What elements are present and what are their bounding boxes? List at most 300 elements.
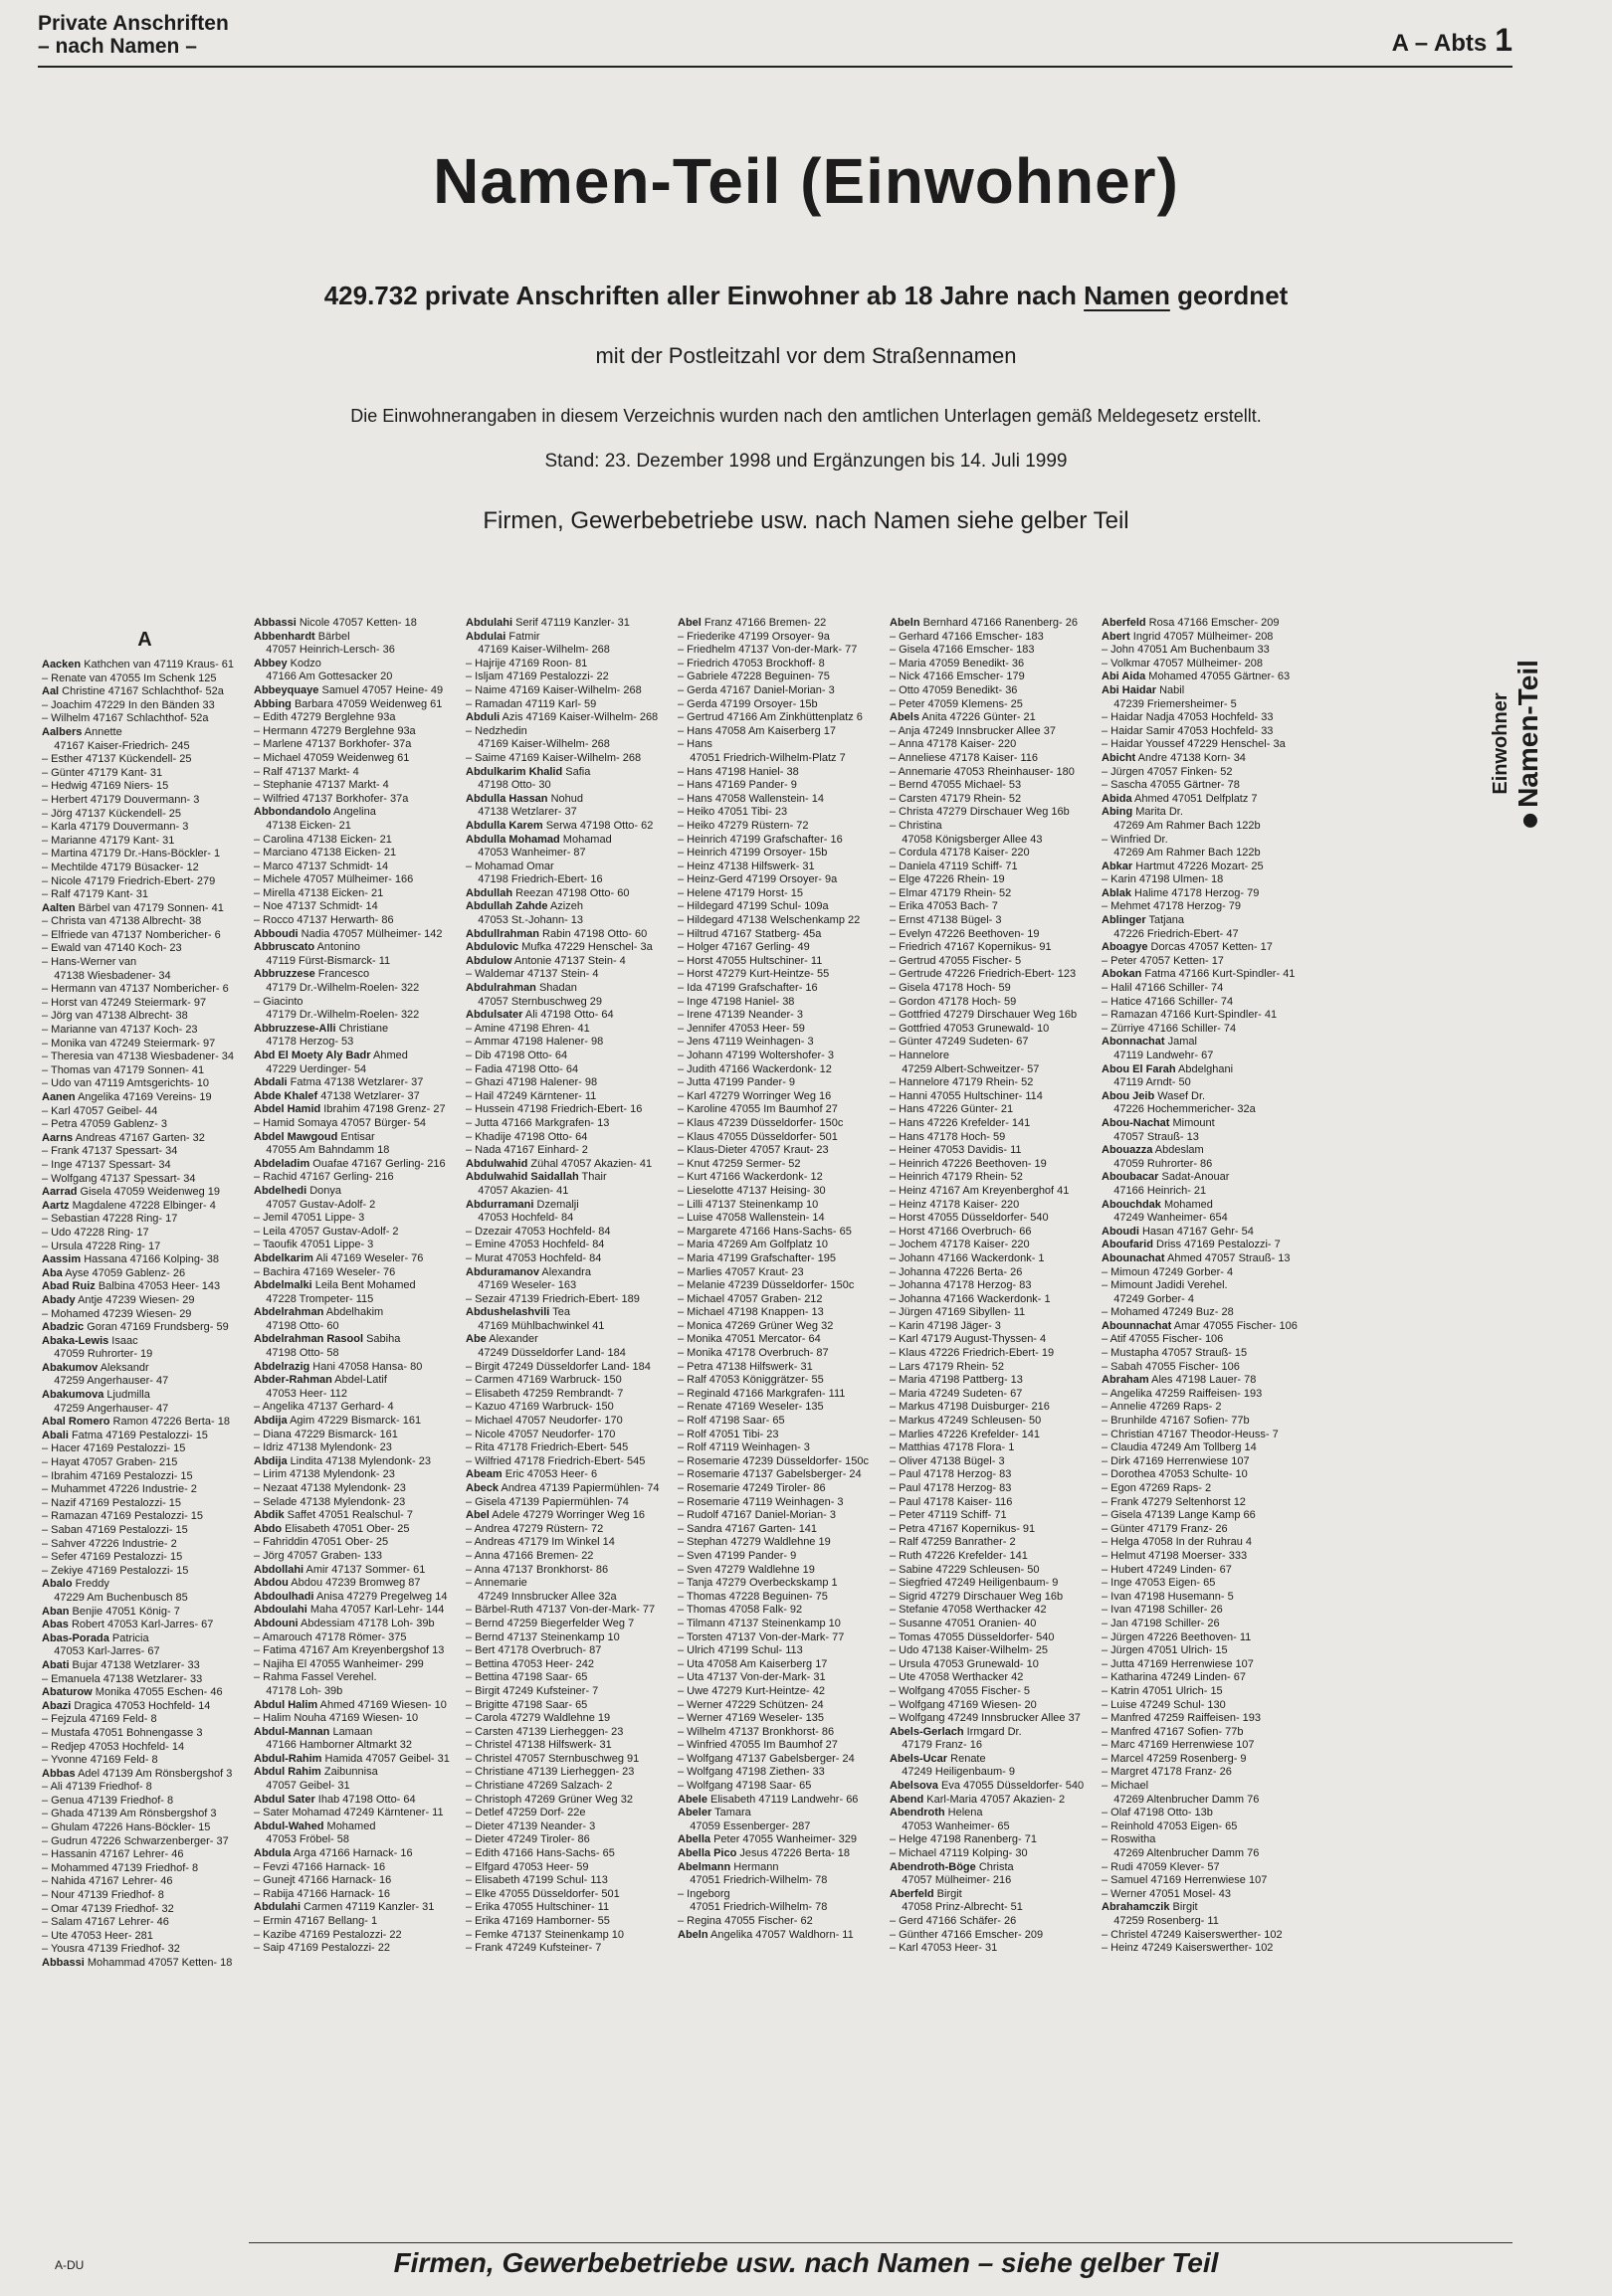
entry-details: – Christel 47057 Sternbuschweg 91	[466, 1752, 640, 1765]
directory-entry	[678, 1591, 884, 1605]
entry-surname: Abdel Mawgoud	[254, 1130, 338, 1143]
entry-details: – Tanja 47279 Overbeckskamp 1	[678, 1577, 838, 1590]
directory-entry	[42, 1118, 248, 1132]
entry-details: – Ute 47053 Heer- 281	[42, 1929, 153, 1942]
directory-entry	[678, 1226, 884, 1240]
directory-entry	[678, 1577, 884, 1591]
directory-entry	[678, 1063, 884, 1077]
directory-entry	[42, 1673, 248, 1687]
entry-details: – Margarete 47166 Hans-Sachs- 65	[678, 1225, 852, 1238]
entry-details: – Birgit 47249 Düsseldorfer Land- 184	[466, 1360, 651, 1373]
directory-entry	[254, 1820, 460, 1834]
directory-entry	[42, 902, 248, 916]
directory-entry	[890, 766, 1096, 780]
directory-entry	[254, 1252, 460, 1266]
entry-details: – Heinz-Gerd 47199 Orsoyer- 9a	[678, 873, 838, 886]
directory-entry	[254, 861, 460, 874]
entry-details: Zühal 47057 Akazien- 41	[527, 1157, 653, 1170]
directory-entry	[1102, 631, 1308, 645]
directory-entry	[678, 955, 884, 969]
entry-surname: Abdul-Mannan	[254, 1725, 330, 1738]
directory-entry	[678, 738, 884, 752]
entry-surname: Abkar	[1102, 860, 1133, 872]
entry-details: – Ursula 47228 Ring- 17	[42, 1240, 161, 1252]
directory-entry	[1102, 1103, 1308, 1117]
directory-entry	[42, 740, 248, 754]
directory-column	[674, 617, 886, 2179]
entry-details: 47269 Altenbrucher Damm 76	[1102, 1847, 1260, 1860]
directory-entry	[42, 1808, 248, 1821]
entry-details: – Bärbel-Ruth 47137 Von-der-Mark- 77	[466, 1604, 656, 1617]
entry-details: – Roswitha	[1102, 1833, 1156, 1846]
directory-entry	[890, 806, 1096, 820]
entry-details: – Mirella 47138 Eicken- 21	[254, 886, 384, 899]
entry-details: Goran 47169 Frundsberg- 59	[84, 1321, 229, 1334]
directory-entry	[254, 1929, 460, 1943]
subtitle-pre: 429.732 private Anschriften aller Einwohner ab 18 Jahre nach	[323, 281, 1085, 310]
entry-details: – Karin 47198 Ulmen- 18	[1102, 873, 1224, 886]
entry-details: Ljudmilla	[103, 1389, 150, 1402]
entry-details: 47166 Am Gottesacker 20	[254, 670, 393, 683]
entry-details: – Mimoun 47249 Gorber- 4	[1102, 1265, 1234, 1278]
directory-entry	[466, 793, 672, 807]
entry-details: – Fahriddin 47051 Ober- 25	[254, 1536, 389, 1549]
entry-details: – Marianne 47179 Kant- 31	[42, 834, 175, 847]
entry-details: – Johanna 47178 Herzog- 83	[890, 1279, 1032, 1292]
entry-details: – Lirim 47138 Mylendonk- 23	[254, 1468, 395, 1481]
entry-details: – Johann 47199 Woltershofer- 3	[678, 1050, 834, 1061]
directory-entry	[254, 1415, 460, 1429]
entry-details: – Hamid Somaya 47057 Bürger- 54	[254, 1116, 427, 1129]
directory-entry	[42, 929, 248, 943]
entry-details: – Renate 47169 Weseler- 135	[678, 1401, 824, 1414]
entry-details: Tatjana	[1145, 914, 1184, 927]
directory-entry	[890, 1090, 1096, 1104]
entry-details: – Luise 47249 Schul- 130	[1102, 1698, 1226, 1711]
directory-entry	[254, 1441, 460, 1455]
entry-details: 47053 Karl-Jarres- 67	[42, 1645, 160, 1658]
entry-details: 47119 Landwehr- 67	[1102, 1050, 1214, 1061]
directory-entry	[254, 711, 460, 725]
entry-details: – Anneliese 47178 Kaiser- 116	[890, 751, 1039, 764]
directory-entry	[890, 1023, 1096, 1037]
directory-entry	[254, 1739, 460, 1753]
directory-entry	[1102, 1766, 1308, 1780]
entry-details: – Martina 47179 Dr.-Hans-Böckler- 1	[42, 848, 221, 861]
directory-entry	[466, 1076, 672, 1090]
directory-entry	[466, 752, 672, 766]
entry-details: – Frank 47279 Seltenhorst 12	[1102, 1495, 1246, 1508]
entry-details: 47053 Heer- 112	[254, 1387, 347, 1400]
entry-details: – Erika 47055 Hultschiner- 11	[466, 1901, 610, 1914]
directory-entry	[1102, 1009, 1308, 1023]
entry-details: Barbara 47059 Weidenweg 61	[291, 697, 443, 710]
directory-entry	[1102, 1468, 1308, 1482]
entry-details: – Karin 47198 Jäger- 3	[890, 1319, 1001, 1332]
entry-details: – Sahver 47226 Industrie- 2	[42, 1537, 177, 1550]
directory-entry	[254, 1279, 460, 1293]
directory-entry	[890, 725, 1096, 739]
entry-details: Hani 47058 Hansa- 80	[309, 1360, 423, 1373]
entry-surname: Abdali	[254, 1076, 288, 1089]
entry-details: Eric 47053 Heer- 6	[502, 1468, 598, 1481]
directory-entry	[890, 1658, 1096, 1672]
entry-details: – Gudrun 47226 Schwarzenberger- 37	[42, 1834, 229, 1847]
directory-entry	[466, 1888, 672, 1902]
entry-details: – Fadia 47198 Otto- 64	[466, 1062, 579, 1075]
entry-surname: Abbruzzese-Alli	[254, 1022, 336, 1035]
entry-details: – Olaf 47198 Otto- 13b	[1102, 1807, 1213, 1819]
directory-entry	[466, 658, 672, 671]
entry-details: 47057 Gustav-Adolf- 2	[254, 1198, 376, 1211]
entry-details: – Maria 47199 Grafschafter- 195	[678, 1251, 836, 1264]
directory-entry	[1102, 900, 1308, 914]
directory-entry	[42, 1186, 248, 1200]
directory-entry	[254, 1388, 460, 1402]
directory-entry	[890, 1604, 1096, 1618]
directory-entry	[42, 1578, 248, 1592]
entry-details: Fatma 47169 Pestalozzi- 15	[68, 1429, 208, 1441]
entry-details: – Rosemarie 47137 Gabelsberger- 24	[678, 1468, 862, 1481]
entry-details: – Ghazi 47198 Halener- 98	[466, 1076, 598, 1089]
directory-entry	[678, 1699, 884, 1713]
entry-details: – Hans 47058 Am Kaiserberg 17	[678, 724, 836, 737]
directory-entry	[254, 982, 460, 996]
directory-entry	[1102, 1036, 1308, 1050]
directory-entry	[42, 1362, 248, 1376]
entry-details: – Maria 47269 Am Golfplatz 10	[678, 1239, 829, 1251]
entry-details: – Helge 47198 Ranenberg- 71	[890, 1833, 1038, 1846]
directory-entry	[890, 1833, 1096, 1847]
entry-details: – Rolf 47198 Saar- 65	[678, 1415, 785, 1428]
directory-entry	[678, 1036, 884, 1050]
entry-details: – Elge 47226 Rhein- 19	[890, 873, 1005, 886]
entry-details: 47138 Wetzlarer- 37	[317, 1089, 420, 1102]
directory-entry	[890, 738, 1096, 752]
entry-details: – Rudi 47059 Klever- 57	[1102, 1860, 1220, 1873]
entry-details: – Wilfried 47178 Friedrich-Ebert- 545	[466, 1454, 646, 1467]
directory-entry	[678, 982, 884, 996]
directory-entry	[254, 1753, 460, 1767]
entry-details: – Irene 47139 Neander- 3	[678, 1009, 803, 1022]
entry-details: Aleksandr	[98, 1361, 149, 1374]
directory-entry	[42, 753, 248, 767]
directory-entry	[42, 1403, 248, 1417]
directory-entry	[466, 996, 672, 1010]
directory-entry	[1102, 1888, 1308, 1902]
directory-entry	[466, 1807, 672, 1820]
entry-details: – Amine 47198 Ehren- 41	[466, 1022, 590, 1035]
directory-entry	[1102, 1199, 1308, 1213]
entry-details: – Jochem 47178 Kaiser- 220	[890, 1239, 1030, 1251]
directory-entry	[1102, 861, 1308, 874]
directory-entry	[890, 1226, 1096, 1240]
entry-details: – Siegfried 47249 Heiligenbaum- 9	[890, 1577, 1059, 1590]
directory-entry	[254, 1212, 460, 1226]
entry-details: Driss 47169 Pestalozzi- 7	[1152, 1239, 1281, 1251]
entry-details: Alexandra	[538, 1265, 591, 1278]
directory-entry	[42, 848, 248, 861]
directory-entry	[466, 1685, 672, 1699]
entry-details: Abdeslam	[1152, 1144, 1204, 1157]
directory-entry	[1102, 1496, 1308, 1510]
entry-details: – Michael 47057 Graben- 212	[678, 1292, 823, 1305]
directory-entry	[466, 738, 672, 752]
entry-details: 47138 Eicken- 21	[254, 819, 351, 832]
entry-details: – Christina	[890, 819, 942, 832]
directory-entry	[42, 1606, 248, 1620]
entry-surname: Abouazza	[1102, 1144, 1153, 1157]
entry-details: Jesus 47226 Berta- 18	[736, 1847, 851, 1860]
entry-details: – Fatima 47167 Am Kreyenbergshof 13	[254, 1644, 445, 1657]
entry-details: Safia	[562, 765, 591, 778]
directory-entry	[42, 997, 248, 1011]
directory-entry	[466, 766, 672, 780]
directory-entry	[42, 1835, 248, 1849]
directory-entry	[466, 1604, 672, 1618]
entry-surname: Abduli	[466, 711, 501, 724]
entry-details: – John 47051 Am Buchenbaum 33	[1102, 644, 1270, 657]
directory-entry	[254, 1293, 460, 1307]
date-note: Stand: 23. Dezember 1998 und Ergänzungen bis 14. Juli 1999	[544, 451, 1068, 472]
entry-details: Thair	[578, 1171, 607, 1184]
directory-entry	[42, 1645, 248, 1659]
directory-entry	[1102, 1536, 1308, 1550]
directory-entry	[1102, 1523, 1308, 1537]
entry-details: – Samuel 47169 Herrenwiese 107	[1102, 1874, 1268, 1887]
entry-details: 47138 Wiesbadener- 34	[42, 969, 171, 982]
side-label-main	[1512, 660, 1544, 828]
entry-surname: Aban	[42, 1605, 70, 1618]
entry-surname: Abdulwahid Saidallah	[466, 1171, 579, 1184]
entry-details: – Ammar 47198 Halener- 98	[466, 1036, 604, 1049]
directory-entry	[254, 1536, 460, 1550]
entry-details: – Michael 47057 Neudorfer- 170	[466, 1415, 623, 1428]
directory-entry	[1102, 1388, 1308, 1402]
entry-details: – Dorothea 47053 Schulte- 10	[1102, 1468, 1248, 1481]
entry-details: – Rosemarie 47239 Düsseldorfer- 150c	[678, 1454, 869, 1467]
entry-details: – Carmen 47169 Warbruck- 150	[466, 1374, 622, 1387]
entry-details: – Heinrich 47199 Grafschafter- 16	[678, 833, 843, 846]
entry-details: – Nezaat 47138 Mylendonk- 23	[254, 1482, 406, 1494]
entry-details: – Ralf 47053 Königgrätzer- 55	[678, 1374, 824, 1387]
directory-entry	[254, 1023, 460, 1037]
entry-details: – Ermin 47167 Bellang- 1	[254, 1915, 378, 1927]
directory-entry	[466, 1185, 672, 1199]
entry-details: – Heiko 47051 Tibi- 23	[678, 806, 788, 819]
directory-entry	[42, 1781, 248, 1795]
entry-details: Hartmut 47226 Mozart- 25	[1132, 860, 1264, 872]
entry-details: – Halil 47166 Schiller- 74	[1102, 982, 1224, 995]
entry-details: – Maria 47249 Sudeten- 67	[890, 1387, 1023, 1400]
entry-details: – Diana 47229 Bismarck- 161	[254, 1428, 398, 1440]
entry-details: – Michael	[1102, 1780, 1149, 1793]
entry-details: – Wilhelm 47167 Schlachthof- 52a	[42, 712, 209, 725]
directory-entry	[466, 617, 672, 631]
directory-entry	[466, 1861, 672, 1875]
directory-entry	[678, 1252, 884, 1266]
entry-details: 47179 Dr.-Wilhelm-Roelen- 322	[254, 982, 420, 995]
directory-entry	[678, 806, 884, 820]
directory-entry	[254, 779, 460, 793]
entry-surname: Aboagye	[1102, 941, 1148, 954]
entry-surname: Abelsova	[890, 1780, 938, 1793]
entry-details: Amar 47055 Fischer- 106	[1171, 1319, 1298, 1332]
entry-surname: Aboudi	[1102, 1225, 1139, 1238]
entry-details: – Johann 47166 Wackerdonk- 1	[890, 1251, 1045, 1264]
directory-entry	[678, 1429, 884, 1442]
directory-entry	[890, 1158, 1096, 1172]
entry-details: – Anja 47249 Innsbrucker Allee 37	[890, 724, 1056, 737]
directory-entry	[890, 1618, 1096, 1631]
entry-surname: Abels-Ucar	[890, 1752, 948, 1765]
entry-details: – Klaus 47239 Düsseldorfer- 150c	[678, 1116, 844, 1129]
directory-entry	[678, 887, 884, 901]
entry-details: – Carola 47279 Waldlehne 19	[466, 1712, 611, 1725]
entry-details: – Paul 47178 Kaiser- 116	[890, 1495, 1013, 1508]
entry-surname: Aarns	[42, 1131, 74, 1144]
directory-entry	[254, 1874, 460, 1888]
entry-details: – Saime 47169 Kaiser-Wilhelm- 268	[466, 751, 642, 764]
entry-details: Abdelghani	[1175, 1062, 1234, 1075]
directory-entry	[1102, 1658, 1308, 1672]
directory-entry	[254, 820, 460, 834]
entry-details: – Evelyn 47226 Beethoven- 19	[890, 927, 1040, 940]
directory-entry	[466, 779, 672, 793]
directory-entry	[254, 1888, 460, 1902]
directory-entry	[42, 888, 248, 902]
entry-details: – Cordula 47178 Kaiser- 220	[890, 847, 1030, 860]
entry-surname: Abdul-Rahim	[254, 1752, 322, 1765]
directory-entry	[1102, 1320, 1308, 1334]
entry-details: – Werner 47229 Schützen- 24	[678, 1698, 824, 1711]
directory-entry	[466, 847, 672, 861]
directory-entry	[1102, 1671, 1308, 1685]
directory-entry	[890, 1874, 1096, 1888]
entry-details: 47119 Fürst-Bismarck- 11	[254, 954, 391, 967]
entry-details: – Haidar Youssef 47229 Henschel- 3a	[1102, 738, 1286, 751]
directory-entry	[466, 1239, 672, 1252]
entry-details: – Sven 47279 Waldlehne 19	[678, 1563, 815, 1576]
directory-entry	[466, 1361, 672, 1375]
entry-details: – Ursula 47053 Grunewald- 10	[890, 1657, 1039, 1670]
entry-details: – Manfred 47259 Raiffeisen- 193	[1102, 1712, 1262, 1725]
entry-details: – Bettina 47053 Heer- 242	[466, 1657, 595, 1670]
entry-details: Maha 47057 Karl-Lehr- 144	[306, 1604, 445, 1617]
entry-surname: Abrahamczik	[1102, 1901, 1170, 1914]
entry-surname: Abdulahi	[254, 1901, 302, 1914]
entry-details: – Haidar Samir 47053 Hochfeld- 33	[1102, 724, 1274, 737]
directory-entry	[254, 1131, 460, 1145]
entry-details: – Holger 47167 Gerling- 49	[678, 941, 810, 954]
entry-details: – Ramadan 47119 Karl- 59	[466, 697, 597, 710]
directory-entry	[466, 1482, 672, 1496]
directory-entry	[42, 1321, 248, 1335]
directory-entry	[1102, 847, 1308, 861]
entry-details: 47058 Prinz-Albrecht- 51	[890, 1901, 1023, 1914]
entry-surname: Abdulow	[466, 954, 512, 967]
directory-entry	[678, 1239, 884, 1252]
entry-surname: Aboubacar	[1102, 1171, 1159, 1184]
directory-entry	[1102, 1333, 1308, 1347]
entry-details: – Elmar 47179 Rhein- 52	[890, 886, 1012, 899]
directory-entry	[254, 1361, 460, 1375]
directory-entry	[42, 1416, 248, 1430]
directory-entry	[678, 1401, 884, 1415]
entry-surname: Abbey	[254, 657, 288, 670]
directory-entry	[42, 1213, 248, 1227]
entry-details: – Reinhold 47053 Eigen- 65	[1102, 1819, 1238, 1832]
directory-entry	[890, 1279, 1096, 1293]
directory-entry	[890, 1441, 1096, 1455]
side-tab	[1489, 622, 1584, 870]
entry-details: – Sefer 47169 Pestalozzi- 15	[42, 1551, 183, 1564]
entry-details: Helena	[944, 1807, 983, 1819]
entry-details: – Matthias 47178 Flora- 1	[890, 1441, 1015, 1454]
entry-details: 47058 Königsberger Allee 43	[890, 833, 1043, 846]
entry-details: – Judith 47166 Wackerdonk- 12	[678, 1062, 832, 1075]
entry-details: Andre 47138 Korn- 34	[1135, 751, 1246, 764]
directory-entry	[42, 1442, 248, 1456]
directory-entry	[466, 698, 672, 712]
directory-entry	[254, 1050, 460, 1063]
entry-surname: Abel	[466, 1509, 490, 1522]
entry-surname: Abazi	[42, 1699, 72, 1712]
footer-rule	[249, 2242, 1512, 2243]
directory-entry	[1102, 1901, 1308, 1915]
directory-entry	[678, 1658, 884, 1672]
entry-details: – Tilmann 47137 Steinenkamp 10	[678, 1617, 841, 1629]
entry-surname: Abdulsater	[466, 1009, 523, 1022]
entry-details: – Waldemar 47137 Stein- 4	[466, 968, 599, 981]
entry-details: – Petra 47059 Gablenz- 3	[42, 1118, 167, 1131]
entry-surname: Abendroth-Böge	[890, 1860, 976, 1873]
directory-entry	[1102, 738, 1308, 752]
entry-details: Annette	[82, 725, 122, 738]
entry-details: – Inge 47198 Haniel- 38	[678, 995, 795, 1008]
entry-details: – Anna 47137 Bronkhorst- 86	[466, 1563, 609, 1576]
directory-entry	[254, 1523, 460, 1537]
directory-entry	[254, 644, 460, 658]
directory-entry	[254, 631, 460, 645]
entry-surname: Abbas	[42, 1767, 76, 1780]
directory-entry	[254, 1861, 460, 1875]
directory-entry	[254, 1266, 460, 1280]
entry-details: – Mechtilde 47179 Büsacker- 12	[42, 861, 199, 873]
entry-details: 47198 Otto- 58	[254, 1347, 339, 1360]
entry-details: Robert 47053 Karl-Jarres- 67	[68, 1619, 214, 1631]
entry-details: Ahmed	[370, 1050, 408, 1061]
entry-surname: Abdulla Hassan	[466, 792, 548, 805]
entry-details: – Birgit 47249 Kufsteiner- 7	[466, 1684, 599, 1697]
directory-entry	[890, 1577, 1096, 1591]
directory-entry	[1102, 617, 1308, 631]
directory-column	[462, 617, 674, 2179]
directory-entry	[1102, 1185, 1308, 1199]
directory-entry	[254, 1076, 460, 1090]
side-label-text: Namen-Teil	[1511, 660, 1543, 808]
entry-details: – Theresia van 47138 Wiesbadener- 34	[42, 1051, 235, 1063]
directory-entry	[678, 1320, 884, 1334]
directory-entry	[890, 900, 1096, 914]
entry-details: 47169 Mühlbachwinkel 41	[466, 1319, 605, 1332]
entry-details: Hassana 47166 Kolping- 38	[81, 1253, 219, 1266]
entry-surname: Abalo	[42, 1578, 73, 1591]
entry-details: – Angelika 47259 Raiffeisen- 193	[1102, 1387, 1263, 1400]
directory-entry	[890, 1739, 1096, 1753]
directory-entry	[254, 1103, 460, 1117]
entry-details: – Heiko 47279 Rüstern- 72	[678, 819, 809, 832]
